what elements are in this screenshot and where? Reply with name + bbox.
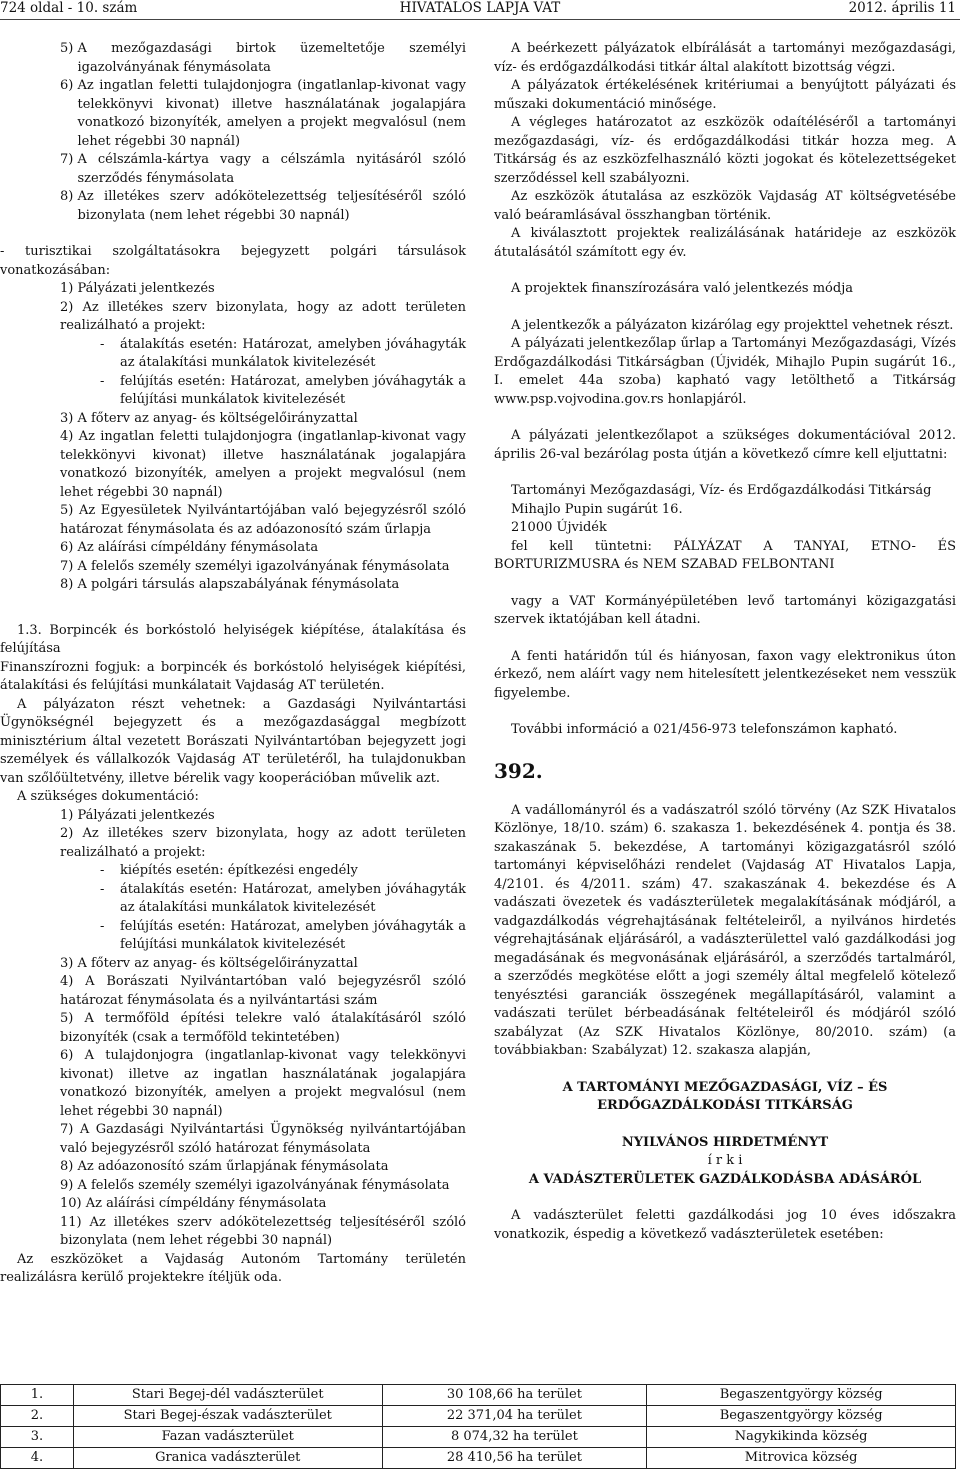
list-item: 3) A főterv az anyag- és költségelőirányzattal: [60, 410, 358, 426]
address-line: Mihajlo Pupin sugárút 16.: [511, 501, 683, 517]
list-item: 11) Az illetékes szerv adókötelezettség teljesítéséről szóló bizonylata (nem lehet régebbi 30 napnál): [60, 1214, 466, 1248]
paragraph: Finanszírozni fogjuk: a borpincék és borkóstoló helyiségek kiépítési, átalakítási és felújítási munkálatait Vajdaság AT területén.: [0, 659, 466, 693]
paragraph: A végleges határozatot az eszközök odaítéléséről a tartományi mezőgazdasági, víz- és erdőgazdálkodási titkár hozza meg. A Titkárság és az eszközfelhasználó közti jogokat és kötelezettségeket szerződéssel kell szabályozni.: [494, 115, 956, 186]
paragraph: A pályázaton részt vehetnek: a Gazdasági Nyilvántartási Ügynökségnél bejegyzett és a mezőgazdasággal megbízott minisztérium által vezetett Borászati Nyilvántartóban bejegyzett jogi személyek és vállalkozók Vajdaság AT területéről, ha tulajdonukban van szőlőültetvény, illetve bérelik vagy kooperációban művelik azt.: [0, 696, 466, 786]
paragraph: A kiválasztott projektek realizálásának határideje az eszközök átutalásától számított egy év.: [494, 226, 956, 260]
paragraph: A pályázatok értékelésének kritériumai a benyújtott pályázati és műszaki dokumentáció minősége.: [494, 78, 956, 112]
paragraph: A pályázati jelentkezőlapot a szükséges dokumentációval 2012. április 26-val bezárólag posta útján a következő címre kell eljuttatni:: [494, 428, 956, 462]
list-item: 4) A Borászati Nyilvántartóban való bejegyzésről szóló határozat fénymásolata és a nyilvántartási szám: [60, 974, 466, 1008]
table-cell: 30 108,66 ha terület: [382, 1385, 647, 1406]
list-item: 7) A Gazdasági Nyilvántartási Ügynökség nyilvántartójában való bejegyzésről szóló határozat fénymásolata: [60, 1122, 466, 1156]
hunting-grounds-table: [0, 1384, 956, 1469]
table-cell: Stari Begej-dél vadászterület: [73, 1385, 382, 1406]
list-item: 2) Az illetékes szerv bizonylata, hogy az adott területen realizálható a projekt:: [60, 299, 466, 333]
notice-subject: A VADÁSZTERÜLETEK GAZDÁLKODÁSBA ADÁSÁRÓL: [528, 1171, 922, 1187]
table-cell: Fazan vadászterület: [73, 1427, 382, 1448]
list-subitem: - kiépítés esetén: építkezési engedély: [100, 863, 358, 878]
issuer-heading: A TARTOMÁNYI MEZŐGAZDASÁGI, VÍZ – ÉS ERDŐGAZDÁLKODÁSI TITKÁRSÁG: [562, 1079, 888, 1113]
table-row: [1, 1406, 956, 1427]
list-item: 6) Az aláírási címpéldány fénymásolata: [60, 540, 319, 555]
tourism-intro: - turisztikai szolgáltatásokra bejegyzett polgári társulások vonatkozásában:: [0, 244, 466, 278]
section-title: 1.3. Borpincék és borkóstoló helyiségek kiépítése, átalakítása és felújítása: [0, 622, 466, 656]
table-row: [1, 1427, 956, 1448]
list-item: 3) A főterv az anyag- és költségelőirányzattal: [60, 955, 358, 971]
contact-info: További információ a 021/456-973 telefonszámon kapható.: [511, 722, 898, 737]
list-item: 8) A polgári társulás alapszabályának fénymásolata: [60, 577, 400, 592]
paragraph: A fenti határidőn túl és hiányosan, faxon vagy elektronikus úton érkező, nem aláírt vagy nem hitelesített jelentkezéseket nem vesszük figyelembe.: [494, 648, 956, 701]
table-cell: 28 410,56 ha terület: [382, 1448, 647, 1469]
table-cell: Nagykikinda község: [647, 1427, 956, 1448]
page-number: 724 oldal - 10. szám: [0, 0, 138, 16]
address-line: fel kell tüntetni: PÁLYÁZAT A TANYAI, ETNO- ÉS BORTURIZMUSRA és NEM SZABAD FELBONTANI: [494, 538, 956, 572]
paragraph: Az eszközöket a Vajdaság Autonóm Tartomány területén realizálásra kerülő projektekre ítéljük oda.: [0, 1251, 466, 1285]
table-cell: 2.: [1, 1406, 74, 1427]
page-header: [0, 0, 960, 18]
notice-title: NYILVÁNOS HIRDETMÉNYT: [621, 1134, 829, 1150]
list-item: 8) Az adóazonosító szám űrlapjának fénymásolata: [60, 1159, 389, 1174]
table-cell: 1.: [1, 1385, 74, 1406]
list-item: 10) Az aláírási címpéldány fénymásolata: [60, 1196, 327, 1211]
announcement-number: 392.: [494, 758, 543, 783]
list-item: 5) A mezőgazdasági birtok üzemeltetője személyi igazolványának fénymásolata: [60, 41, 466, 75]
table-cell: Mitrovica község: [647, 1448, 956, 1469]
farm-documents-list: [0, 40, 466, 225]
table-cell: Begaszentgyörgy község: [647, 1406, 956, 1427]
notice-verb: í r k i: [707, 1153, 743, 1168]
left-column: [0, 40, 466, 1288]
paragraph: A vadállományról és a vadászatról szóló törvény (Az SZK Hivatalos Közlönye, 18/10. szám) 6. szakasza 1. bekezdésének 4. pontja és 38. szakaszának 5. bekezdése, A tartományi közigazgatásról szóló tartományi képviselőházi rendelet (Vajdaság AT Hivatalos Lapja, 4/2101. és 4/2011. szám) 47. szakaszának 4. bekezdése és A vadászati övezetek és vadászterületek megalakításának módjáról, a vadgazdálkodás végrehajtásának feltételeiről, a nyilvános hirdetés végrehajtásának eljárásáról, a vadászterülettel való gazdálkodási jog megadásának és megvonásának eljárásáról, a szerződés tartalmáról, a szerződés megkötése előtt a jogi személy által megfelelő kötelező tenyésztési garanciák összegének megállapításáról, valamint a vadászati terület bérbeadásának feltételeiről és módjáról szóló szabályzat (Az SZK Hivatalos Közlönye, 80/2010. szám) (a továbbiakban: Szabályzat) 12. szakasza alapján,: [494, 802, 956, 1058]
list-item: 8) Az illetékes szerv adókötelezettség teljesítéséről szóló bizonylata (nem lehet régebbi 30 napnál): [60, 189, 466, 223]
list-item: 7) A célszámla-kártya vagy a célszámla nyitásáról szóló szerződés fénymásolata: [60, 152, 466, 186]
list-item: 4) Az ingatlan feletti tulajdonjogra (ingatlanlap-kivonat vagy telekkönyvi kivonat) illetve használatának jogalapjára vonatkozó bizonyíték, amelyen a projekt megvalósul (nem lehet régebbi 30 napnál): [60, 429, 466, 500]
right-column: [494, 40, 956, 1244]
paragraph: A jelentkezők a pályázaton kizárólag egy projekttel vehetnek részt.: [511, 317, 954, 333]
list-item: 2) Az illetékes szerv bizonylata, hogy az adott területen realizálható a projekt:: [60, 826, 466, 860]
table-cell: Granica vadászterület: [73, 1448, 382, 1469]
table-cell: 3.: [1, 1427, 74, 1448]
table-row: [1, 1448, 956, 1469]
list-item: 6) Az ingatlan feletti tulajdonjogra (ingatlanlap-kivonat vagy telekkönyvi kivonat) illetve használatának jogalapjára vonatkozó bizonyíték, amelyen a projekt megvalósul (nem lehet régebbi 30 napnál): [60, 78, 466, 149]
header-divider: [0, 19, 960, 20]
list-item: 5) A termőföld építési telekre való átalakításáról szóló bizonyíték (csak a termőföld tekintetében): [60, 1011, 466, 1045]
list-item: 9) A felelős személy személyi igazolványának fénymásolata: [60, 1177, 450, 1193]
table-cell: 22 371,04 ha terület: [382, 1406, 647, 1427]
paragraph: A szükséges dokumentáció:: [17, 789, 199, 804]
table-cell: Begaszentgyörgy község: [647, 1385, 956, 1406]
section-heading: A projektek finanszírozására való jelentkezés módja: [511, 281, 853, 296]
list-item: 1) Pályázati jelentkezés: [60, 807, 215, 823]
list-item: 7) A felelős személy személyi igazolványának fénymásolata: [60, 558, 450, 574]
list-subitem: - felújítás esetén: Határozat, amelyben jóváhagyták a felújítási munkálatok kivitelezését: [100, 918, 466, 952]
paragraph: A vadászterület feletti gazdálkodási jog 10 éves időszakra vonatkozik, éspedig a következő vadászterületek esetében:: [494, 1208, 956, 1242]
address-line: Tartományi Mezőgazdasági, Víz- és Erdőgazdálkodási Titkárság: [511, 483, 932, 498]
issue-date: 2012. április 11: [848, 0, 956, 16]
paragraph: A beérkezett pályázatok elbírálását a tartományi mezőgazdasági, víz- és erdőgazdálkodási titkár által alakított bizottság végzi.: [494, 41, 956, 75]
list-subitem: - átalakítás esetén: Határozat, amelyben jóváhagyták az átalakítási munkálatok kivitelezését: [100, 336, 466, 370]
address-line: 21000 Újvidék: [511, 520, 607, 535]
list-item: 1) Pályázati jelentkezés: [60, 281, 215, 296]
publication-title: HIVATALOS LAPJA VAT: [399, 0, 561, 16]
list-subitem: - átalakítás esetén: Határozat, amelyben jóváhagyták az átalakítási munkálatok kivitelezését: [100, 881, 466, 915]
paragraph: A pályázati jelentkezőlap űrlap a Tartományi Mezőgazdasági, Vízés Erdőgazdálkodási Titkárságban (Újvidék, Mihajlo Pupin sugárút 16., I. emelet 44a szoba) kapható vagy letölthető a Titkárság www.psp.vojvodina.gov.rs honlapjáról.: [494, 336, 956, 407]
table-cell: 4.: [1, 1448, 74, 1469]
table-row: [1, 1385, 956, 1406]
table-cell: Stari Begej-észak vadászterület: [73, 1406, 382, 1427]
list-item: 5) Az Egyesületek Nyilvántartójában való bejegyzésről szóló határozat fénymásolata és az adóazonosító szám űrlapja: [60, 503, 466, 537]
list-subitem: - felújítás esetén: Határozat, amelyben jóváhagyták a felújítási munkálatok kivitelezését: [100, 373, 466, 407]
paragraph: Az eszközök átutalása az eszközök Vajdaság AT költségvetésébe való beáramlásával összhangban történik.: [494, 189, 956, 223]
list-item: 6) A tulajdonjogra (ingatlanlap-kivonat vagy telekkönyvi kivonat) illetve az ingatlan használatának jogalapjára vonatkozó bizonyíték, amelyen a projekt megvalósul (nem lehet régebbi 30 napnál): [60, 1048, 466, 1119]
paragraph: vagy a VAT Kormányépületében levő tartományi közigazgatási szervek iktatójában kell átadni.: [494, 593, 956, 627]
table-cell: 8 074,32 ha terület: [382, 1427, 647, 1448]
